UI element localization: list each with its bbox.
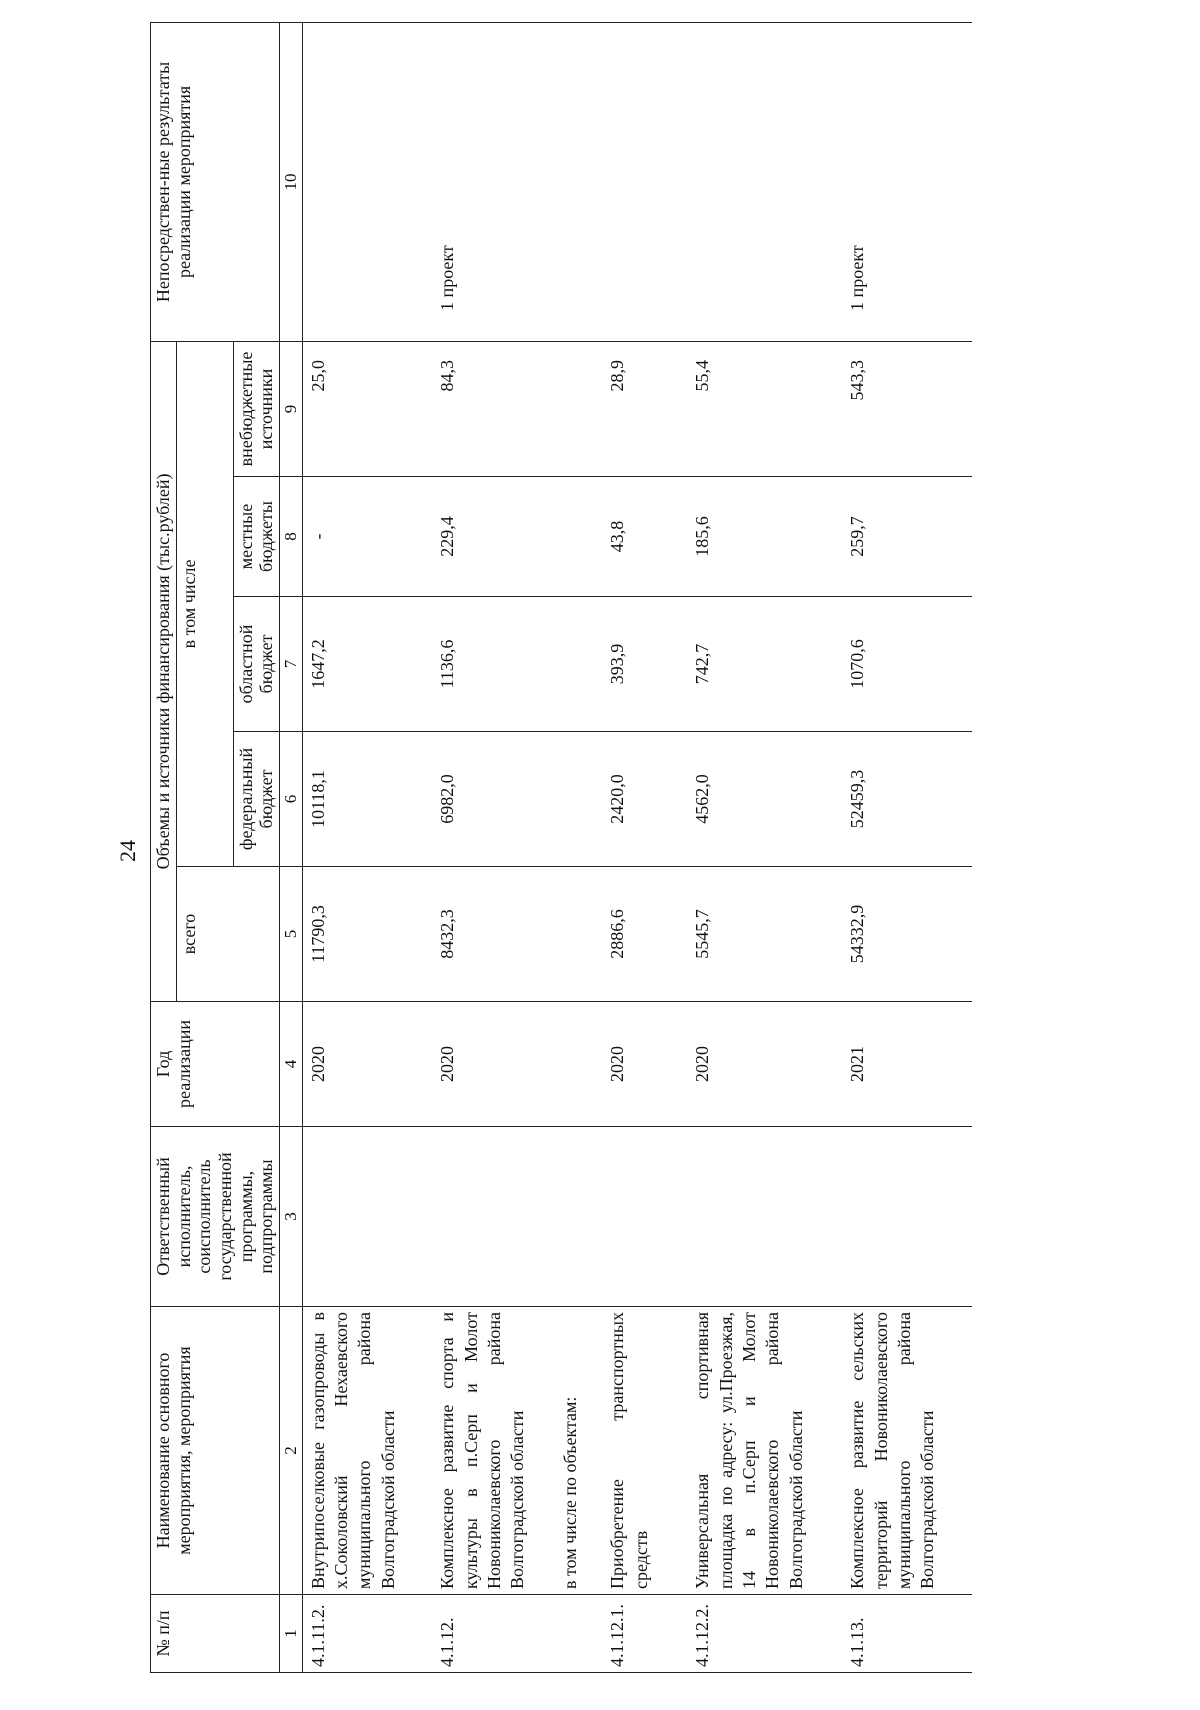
col-number: 1 — [280, 1595, 303, 1673]
row-federal: 52459,3 — [842, 732, 972, 867]
table-row — [842, 22, 972, 1672]
row-regional: 1070,6 — [842, 597, 972, 732]
col-number: 9 — [280, 341, 303, 476]
row-regional: 1136,6 — [432, 597, 557, 732]
col-number: 4 — [280, 1002, 303, 1127]
row-num — [557, 1595, 602, 1673]
row-year — [557, 1002, 602, 1127]
header-year: Год реализации — [151, 1002, 280, 1127]
row-name: Комплексное развитие спорта и культуры в п.Серп и Молот Новониколаевского района Волгоградской области — [432, 1307, 557, 1595]
row-extra: 84,3 — [432, 341, 557, 476]
row-year: 2020 — [302, 1002, 432, 1127]
row-result — [302, 22, 432, 341]
table-row — [687, 22, 842, 1672]
row-executor — [842, 1127, 972, 1307]
row-name: в том числе по объектам: — [557, 1307, 602, 1595]
table-row — [602, 22, 687, 1672]
header-federal: федеральный бюджет — [233, 732, 279, 867]
row-extra: 543,3 — [842, 341, 972, 476]
row-num: 4.1.12.1. — [602, 1595, 687, 1673]
row-total: 5545,7 — [687, 867, 842, 1002]
header-total: всего — [176, 867, 279, 1002]
header-regional: областной бюджет — [233, 597, 279, 732]
row-result: 1 проект — [842, 22, 972, 341]
row-extra — [557, 341, 602, 476]
row-extra: 55,4 — [687, 341, 842, 476]
table-row — [432, 22, 557, 1672]
row-regional: 742,7 — [687, 597, 842, 732]
row-federal: 6982,0 — [432, 732, 557, 867]
row-local: 185,6 — [687, 477, 842, 597]
row-local: - — [302, 477, 432, 597]
col-number: 8 — [280, 477, 303, 597]
row-extra: 25,0 — [302, 341, 432, 476]
row-total — [557, 867, 602, 1002]
row-executor — [602, 1127, 687, 1307]
row-local: 229,4 — [432, 477, 557, 597]
row-result — [687, 22, 842, 341]
row-total: 8432,3 — [432, 867, 557, 1002]
row-num: 4.1.11.2. — [302, 1595, 432, 1673]
row-name: Универсальная спортивная площадка по адресу: ул.Проезжая, 14 в п.Серп и Молот Новониколаевского района Волгоградской области — [687, 1307, 842, 1595]
row-regional — [557, 597, 602, 732]
row-executor — [302, 1127, 432, 1307]
row-total: 2886,6 — [602, 867, 687, 1002]
row-num: 4.1.12.2. — [687, 1595, 842, 1673]
row-name: Приобретение транспортных средств — [602, 1307, 687, 1595]
row-regional: 1647,2 — [302, 597, 432, 732]
table-row — [302, 22, 432, 1672]
col-number: 7 — [280, 597, 303, 732]
row-executor — [432, 1127, 557, 1307]
header-num: № п/п — [151, 1595, 280, 1673]
row-num: 4.1.13. — [842, 1595, 972, 1673]
col-number: 10 — [280, 22, 303, 341]
row-year: 2020 — [687, 1002, 842, 1127]
table-row — [557, 22, 602, 1672]
header-executor: Ответственный исполнитель, соисполнитель государственной программы, подпрограммы — [151, 1127, 280, 1307]
row-local: 43,8 — [602, 477, 687, 597]
header-name: Наименование основного мероприятия, мероприятия — [151, 1307, 280, 1595]
header-local: местные бюджеты — [233, 477, 279, 597]
row-year: 2020 — [432, 1002, 557, 1127]
row-federal — [557, 732, 602, 867]
row-result: 1 проект — [432, 22, 557, 341]
col-number: 3 — [280, 1127, 303, 1307]
header-results: Непосредствен-ные результаты реализации мероприятия — [151, 22, 280, 341]
row-result — [602, 22, 687, 341]
rotated-table-page — [150, 23, 1200, 1673]
row-year: 2021 — [842, 1002, 972, 1127]
row-regional: 393,9 — [602, 597, 687, 732]
financing-table — [150, 22, 972, 1673]
row-local — [557, 477, 602, 597]
row-result — [557, 22, 602, 341]
row-executor — [557, 1127, 602, 1307]
row-total: 11790,3 — [302, 867, 432, 1002]
header-financing: Объемы и источники финансирования (тыс.рублей) — [151, 341, 177, 1001]
row-federal: 4562,0 — [687, 732, 842, 867]
row-name: Внутрипоселковые газопроводы в х.Соколовский Нехаевского муниципального района Волгоградской области — [302, 1307, 432, 1595]
col-number: 6 — [280, 732, 303, 867]
page-number: 24 — [115, 840, 140, 862]
row-federal: 10118,1 — [302, 732, 432, 867]
header-including: в том числе — [176, 341, 233, 866]
row-extra: 28,9 — [602, 341, 687, 476]
col-number: 2 — [280, 1307, 303, 1595]
row-federal: 2420,0 — [602, 732, 687, 867]
row-num: 4.1.12. — [432, 1595, 557, 1673]
row-executor — [687, 1127, 842, 1307]
row-local: 259,7 — [842, 477, 972, 597]
row-year: 2020 — [602, 1002, 687, 1127]
col-number: 5 — [280, 867, 303, 1002]
row-total: 54332,9 — [842, 867, 972, 1002]
header-extra: внебюджетные источники — [233, 341, 279, 476]
row-name: Комплексное развитие сельских территорий Новониколаевского муниципального района Волгоградской области — [842, 1307, 972, 1595]
